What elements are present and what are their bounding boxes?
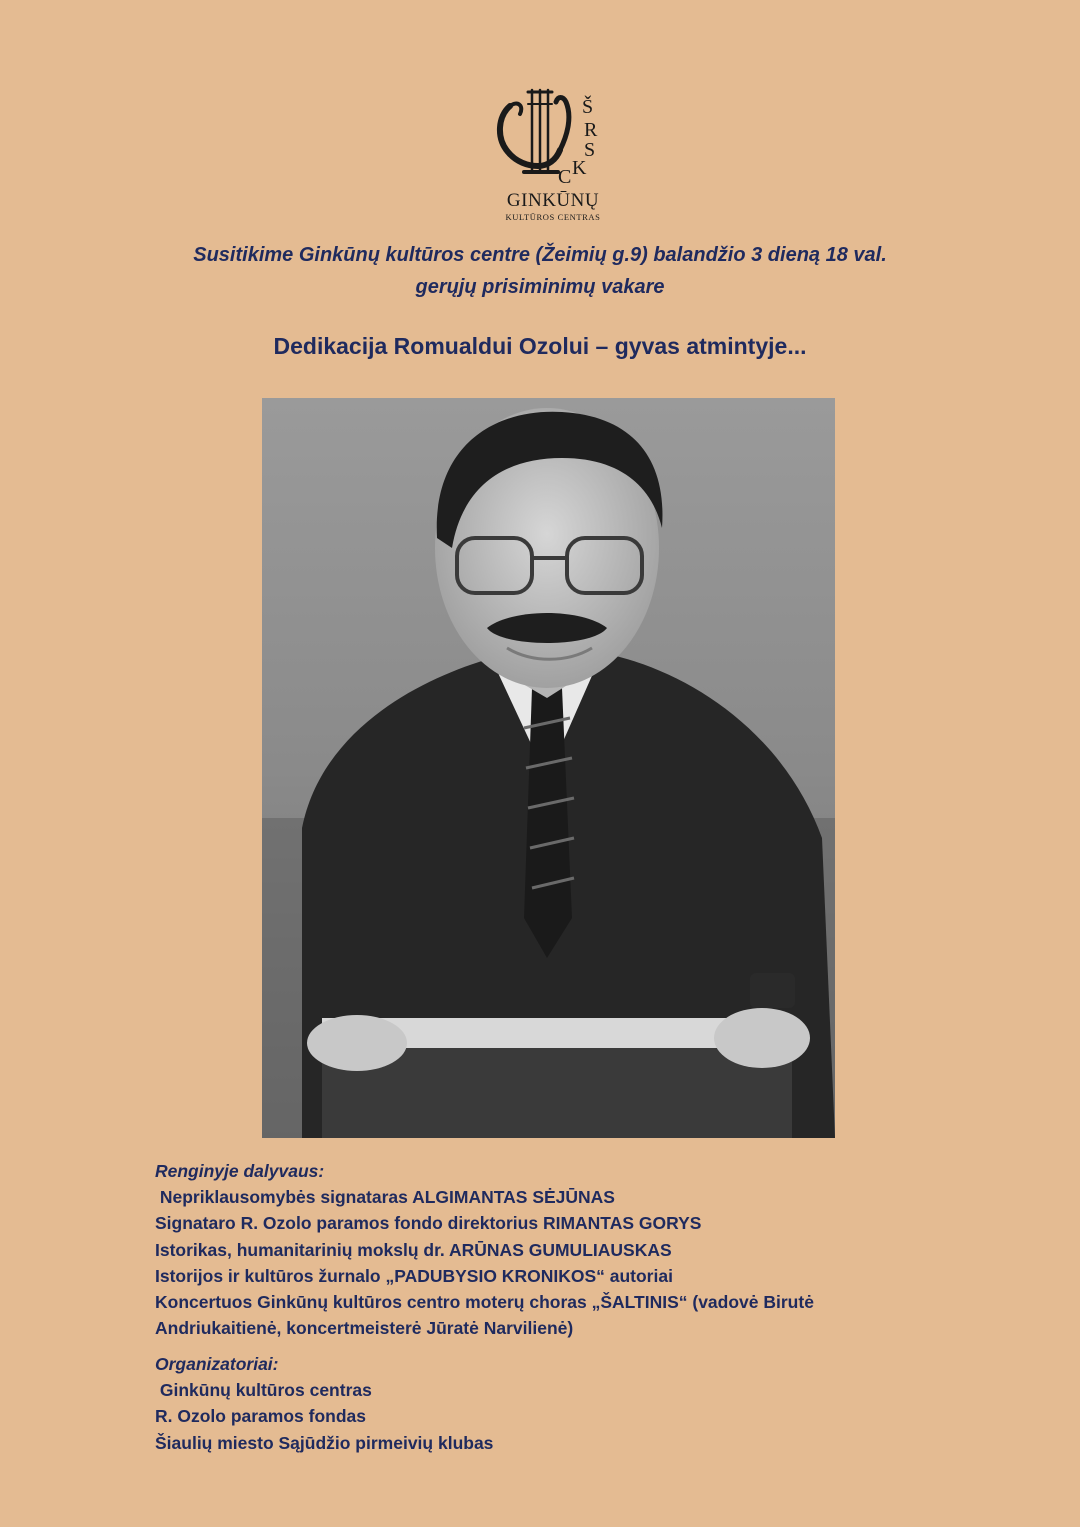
participants-heading: Renginyje dalyvaus: [155, 1161, 325, 1181]
lyre-icon [488, 86, 618, 190]
portrait-photo-icon [262, 398, 835, 1138]
logo-letter-k: K [572, 157, 587, 179]
dedication-title: Dedikacija Romualdui Ozolui – gyvas atmintyje... [273, 333, 807, 359]
invitation-line-2: gerųjų prisiminimų vakare [415, 276, 665, 298]
logo [488, 86, 618, 226]
participant-line: Andriukaitienė, koncertmeisterė Jūratė Narvilienė) [155, 1318, 574, 1339]
organizer-line: R. Ozolo paramos fondas [155, 1406, 366, 1427]
invitation-line-1: Susitikime Ginkūnų kultūros centre (Žeimių g.9) balandžio 3 dieną 18 val. [193, 244, 887, 266]
logo-subname: KULTŪROS CENTRAS [505, 212, 601, 222]
participant-line: Istorijos ir kultūros žurnalo „PADUBYSIO KRONIKOS“ autoriai [155, 1265, 673, 1286]
organizer-line: Šiaulių miesto Sąjūdžio pirmeivių klubas [155, 1432, 494, 1453]
logo-letter-s: S [584, 139, 596, 161]
participant-line: Istorikas, humanitarinių mokslų dr. ARŪNAS GUMULIAUSKAS [155, 1239, 672, 1260]
participants-section [155, 1158, 1035, 1341]
logo-letter-r: R [584, 119, 598, 141]
portrait-photo [262, 398, 835, 1138]
participant-line: Koncertuos Ginkūnų kultūros centro moterų choras „ŠALTINIS“ (vadovė Birutė [155, 1292, 814, 1313]
participant-line: Nepriklausomybės signataras ALGIMANTAS SĖJŪNAS [155, 1187, 615, 1208]
participant-line: Signataro R. Ozolo paramos fondo direktorius RIMANTAS GORYS [155, 1213, 702, 1234]
organizer-line: Ginkūnų kultūros centras [155, 1380, 372, 1401]
logo-name: GINKŪNŲ [506, 190, 600, 211]
logo-letter-s-caron: Š [582, 96, 594, 118]
organizers-section [155, 1351, 1035, 1456]
organizers-heading: Organizatoriai: [155, 1354, 279, 1374]
logo-letter-c: C [558, 166, 572, 188]
